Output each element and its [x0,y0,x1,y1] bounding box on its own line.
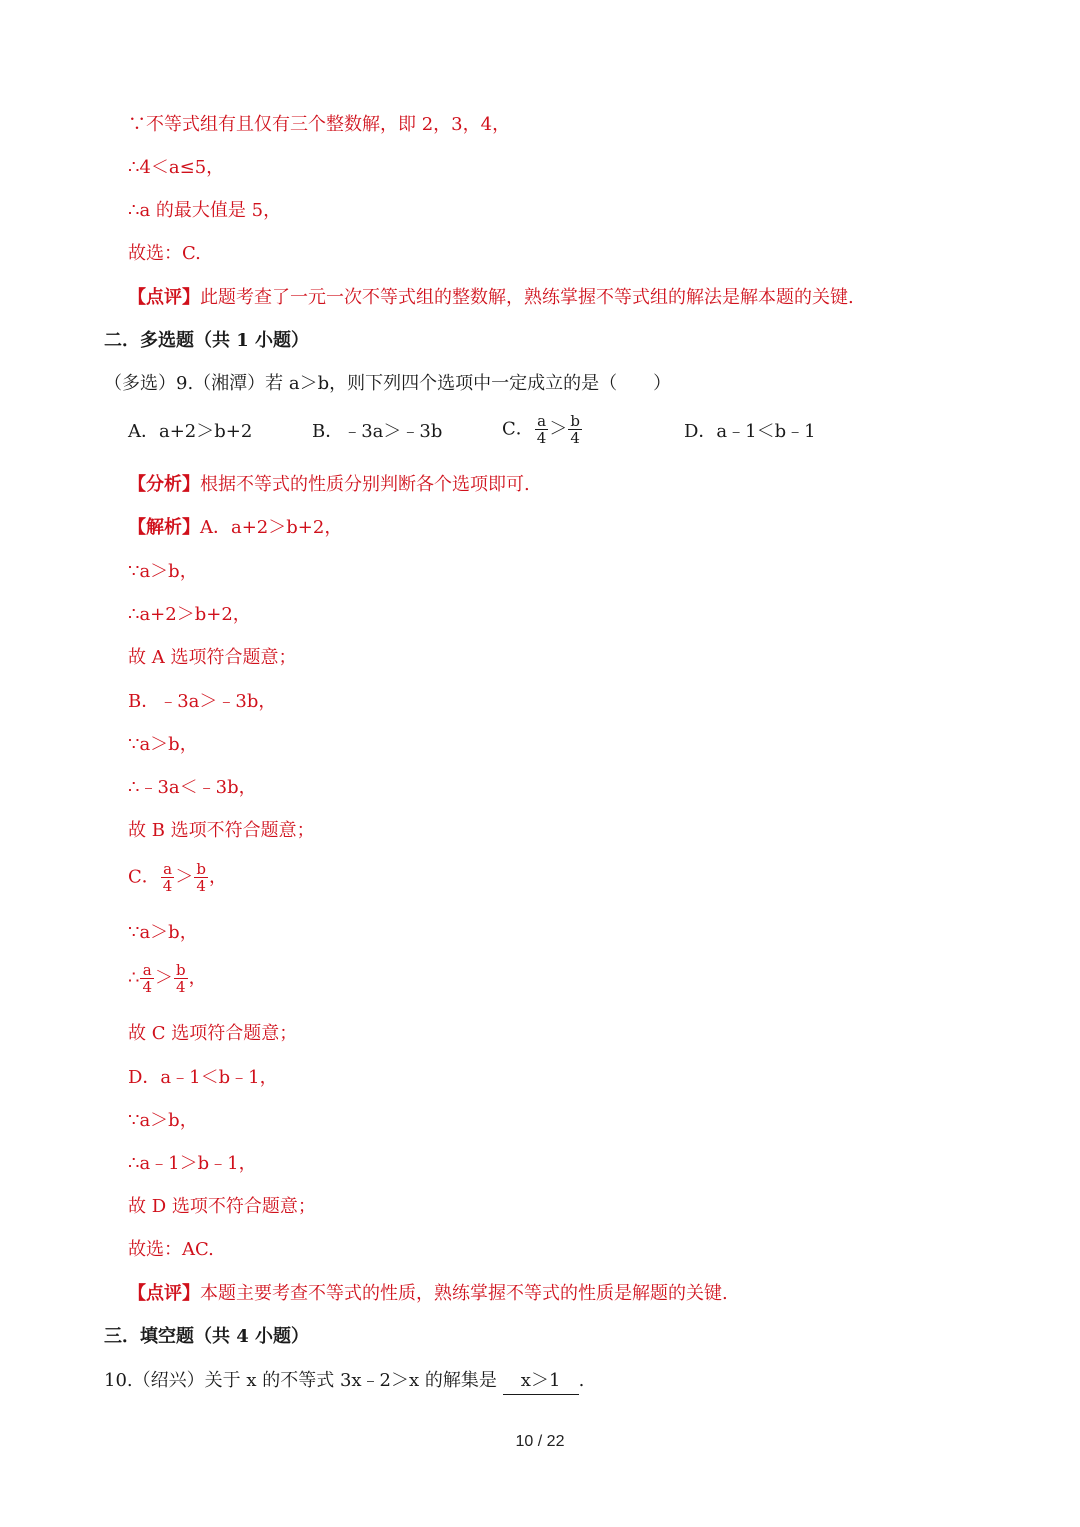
denominator: 4 [570,429,580,447]
solution-line: 故 A 选项符合题意； [128,647,297,668]
solution-line: ∴a 的最大值是 5， [128,200,282,221]
denominator: 4 [196,877,206,895]
answer-blank: x＞1 [503,1368,579,1395]
denominator: 4 [176,978,186,996]
question-text: 10.（绍兴）关于 x 的不等式 3x﹣2＞x 的解集是 [104,1370,497,1391]
therefore-symbol: ∴ [128,967,140,989]
analysis-line [128,472,530,498]
page-number: 10 / 22 [515,1433,565,1450]
punctuation: ， [188,967,207,989]
operator: ＞ [175,866,194,888]
option-label: C． [128,866,160,888]
fraction [161,861,175,894]
solution-line: 故 B 选项不符合题意； [128,820,315,841]
numerator: b [570,412,580,430]
numerator: a [140,962,154,979]
solution-tag: 【解析】 [128,517,200,538]
denominator: 4 [162,877,173,895]
review-line [128,285,854,311]
fraction [194,861,208,894]
solution-line: ∴4＜a≤5， [128,157,225,178]
fraction [568,413,582,446]
denominator: 4 [536,429,547,447]
operator: ＞ [549,418,568,440]
solution-line [128,861,227,894]
review-text: 此题考查了一元一次不等式组的整数解，熟练掌握不等式组的解法是解本题的关键. [200,287,854,308]
solution-line: B．﹣3a＞﹣3b， [128,691,277,712]
option-c [502,413,583,446]
solution-line: 故选：C. [128,243,201,264]
solution-line: ∴a﹣1＞b﹣1， [128,1153,257,1174]
denominator: 4 [142,978,152,996]
solution-line: ∵不等式组有且仅有三个整数解，即 2，3，4， [128,114,511,135]
solution-line: ∵a＞b， [128,561,198,582]
review-line [128,1281,728,1307]
punctuation: . [578,1370,585,1391]
numerator: b [196,860,206,878]
solution-line: ∴a+2＞b+2， [128,604,251,625]
solution-line: ∵a＞b， [128,922,198,943]
review-tag: 【点评】 [128,287,200,308]
analysis-tag: 【分析】 [128,474,200,495]
option-b: B．﹣3a＞﹣3b [312,421,443,442]
analysis-text: 根据不等式的性质分别判断各个选项即可. [200,474,530,495]
solution-line: ∵a＞b， [128,1110,198,1131]
solution-line: ∴﹣3a＜﹣3b， [128,777,257,798]
review-tag: 【点评】 [128,1283,200,1304]
fraction [140,962,154,995]
numerator: a [161,861,175,878]
option-a: A．a+2＞b+2 [128,421,253,442]
review-text: 本题主要考查不等式的性质，熟练掌握不等式的性质是解题的关键. [200,1283,728,1304]
solution-text: A．a+2＞b+2， [200,517,343,538]
section-title: 三．填空题（共 4 小题） [104,1326,310,1347]
question-stem: （多选）9.（湘潭）若 a＞b，则下列四个选项中一定成立的是（ ） [104,373,672,394]
solution-line: D．a﹣1＜b﹣1， [128,1067,278,1088]
solution-line [128,515,342,541]
question-stem [104,1368,584,1395]
punctuation: ， [208,866,227,888]
numerator: a [535,413,549,430]
option-c-label: C． [502,418,534,440]
fraction [174,962,188,995]
option-d: D．a﹣1＜b﹣1 [684,421,816,442]
operator: ＞ [155,967,173,989]
numerator: b [176,961,186,979]
solution-line: 故选：AC. [128,1239,214,1260]
solution-line [128,962,207,995]
solution-line: 故 C 选项符合题意； [128,1023,298,1044]
solution-line: ∵a＞b， [128,734,198,755]
solution-line: 故 D 选项不符合题意； [128,1196,316,1217]
fraction [535,413,549,446]
section-title: 二．多选题（共 1 小题） [104,330,310,351]
